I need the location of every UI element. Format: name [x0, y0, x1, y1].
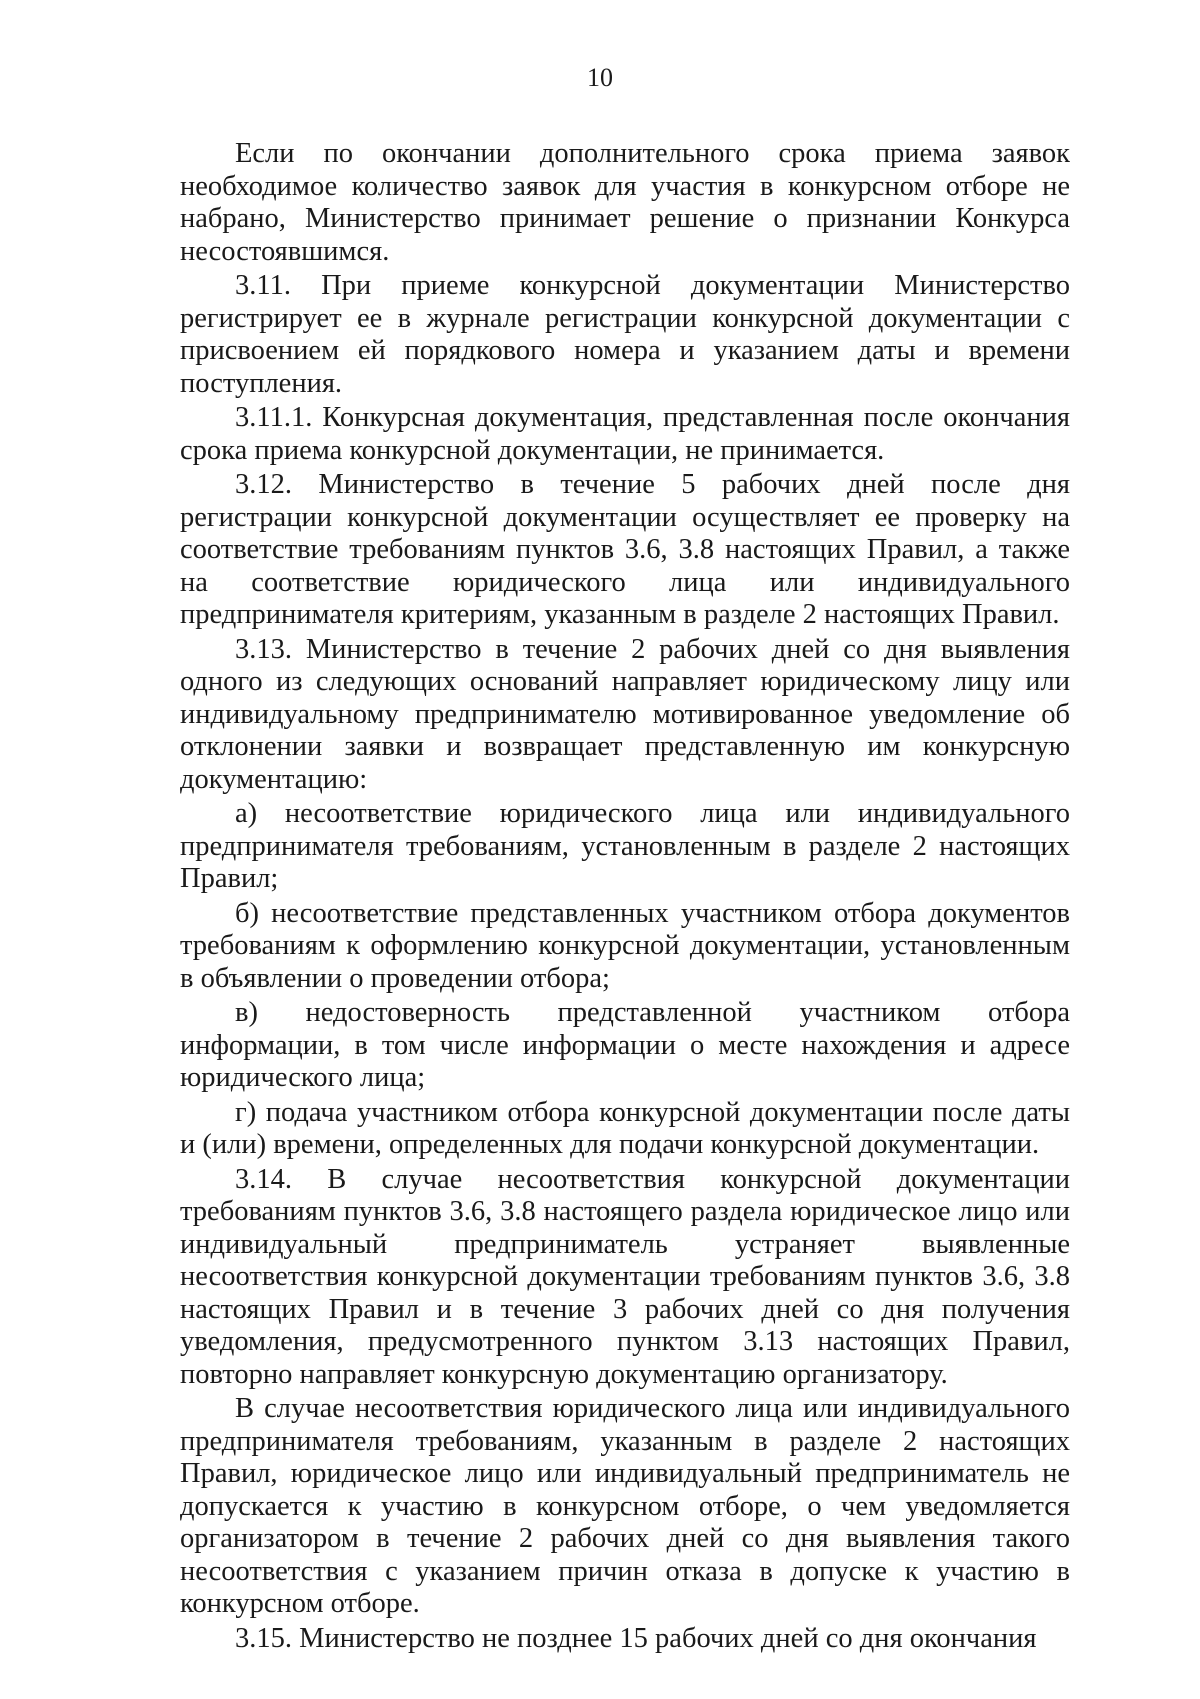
- document-body: [180, 138, 1070, 1655]
- list-item-b: б) несоответствие представленных участником отбора документов требованиям к оформлению конкурсной документации, установленным в объявлении о проведении отбора;: [180, 897, 1070, 994]
- list-item-v: в) недостоверность представленной участником отбора информации, в том числе информации о месте нахождения и адресе юридического лица;: [180, 997, 1070, 1093]
- paragraph-3-13: 3.13. Министерство в течение 2 рабочих дней со дня выявления одного из следующих оснований направляет юридическому лицу или индивидуальному предпринимателю мотивированное уведомление об отклонении заявки и возвращает представленную им конкурсную документацию:: [180, 633, 1070, 795]
- paragraph-no-quorum: Если по окончании дополнительного срока приема заявок необходимое количество заявок для участия в конкурсном отборе не набрано, Министерство принимает решение о признании Конкурса несостоявшимся.: [180, 138, 1070, 267]
- paragraph-non-admission: В случае несоответствия юридического лица или индивидуального предпринимателя требованиям, указанным в разделе 2 настоящих Правил, юридическое лицо или индивидуальный предприниматель не допускается к участию в конкурсном отборе, о чем уведомляется организатором в течение 2 рабочих дней со дня выявления такого несоответствия с указанием причин отказа в допуске к участию в конкурсном отборе.: [180, 1393, 1070, 1619]
- paragraph-3-11-1: 3.11.1. Конкурсная документация, представленная после окончания срока приема конкурсной документации, не принимается.: [180, 402, 1070, 466]
- paragraph-3-12: 3.12. Министерство в течение 5 рабочих дней после дня регистрации конкурсной документации осуществляет ее проверку на соответствие требованиям пунктов 3.6, 3.8 настоящих Правил, а также на соответствие юридического лица или индивидуального предпринимателя критериям, указанным в разделе 2 настоящих Правил.: [180, 469, 1070, 630]
- paragraph-3-14: 3.14. В случае несоответствия конкурсной документации требованиям пунктов 3.6, 3.8 настоящего раздела юридическое лицо или индивидуальный предприниматель устраняет выявленные несоответствия конкурсной документации требованиям пунктов 3.6, 3.8 настоящих Правил и в течение 3 рабочих дней со дня получения уведомления, предусмотренного пунктом 3.13 настоящих Правил, повторно направляет конкурсную документацию организатору.: [180, 1163, 1070, 1390]
- page-number: 10: [587, 63, 613, 92]
- list-item-g: г) подача участником отбора конкурсной документации после даты и (или) времени, определенных для подачи конкурсной документации.: [180, 1096, 1070, 1160]
- paragraph-3-15: 3.15. Министерство не позднее 15 рабочих дней со дня окончания: [235, 1622, 1037, 1654]
- paragraph-3-11: 3.11. При приеме конкурсной документации Министерство регистрирует ее в журнале регистрации конкурсной документации с присвоением ей порядкового номера и указанием даты и времени поступления.: [180, 270, 1070, 399]
- list-item-a: а) несоответствие юридического лица или индивидуального предпринимателя требованиям, установленным в разделе 2 настоящих Правил;: [180, 798, 1070, 894]
